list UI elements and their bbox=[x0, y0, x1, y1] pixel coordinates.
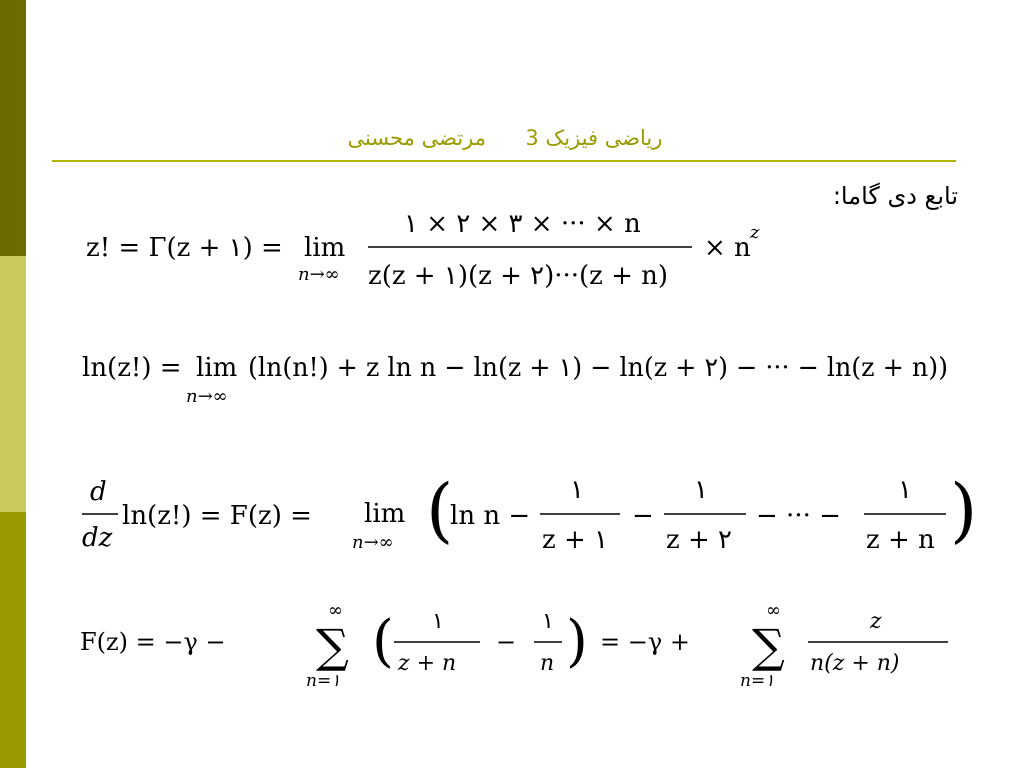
eq4-sum2-bottom: n=۱ bbox=[740, 671, 775, 691]
eq4-equals: = −γ + bbox=[600, 628, 690, 656]
eq3-minus: − bbox=[632, 501, 654, 531]
equation-3 bbox=[80, 470, 980, 570]
eq1-lim-sub: n→∞ bbox=[298, 264, 340, 285]
header-divider bbox=[52, 160, 956, 162]
eq2-lim: lim bbox=[196, 353, 238, 383]
eq3-den2: z + ۲ bbox=[666, 525, 732, 555]
eq1-numerator: ۱ × ۲ × ۳ × ··· × n bbox=[404, 209, 641, 239]
eq3-dots: − ··· − bbox=[756, 501, 841, 531]
eq2-lim-sub: n→∞ bbox=[186, 386, 228, 407]
sidebar-segment-bottom bbox=[0, 512, 26, 768]
sidebar-segment-middle bbox=[0, 256, 26, 512]
eq1-lhs: z! = Γ(z + ۱) = bbox=[86, 233, 283, 263]
eq3-num3: ۱ bbox=[898, 475, 912, 505]
eq4-den-c: n(z + n) bbox=[810, 651, 900, 676]
eq3-den3: z + n bbox=[866, 525, 935, 555]
eq3-lim-sub: n→∞ bbox=[352, 532, 394, 553]
eq4-sum-bottom: n=۱ bbox=[306, 671, 341, 691]
slide-header bbox=[54, 120, 956, 156]
eq4-sum2-top: ∞ bbox=[766, 600, 781, 621]
eq4-den-a: z + n bbox=[398, 651, 457, 676]
eq1-tail: × n bbox=[704, 233, 751, 263]
eq1-tail-sup: z bbox=[750, 222, 760, 243]
eq4-num-c: z bbox=[870, 609, 882, 634]
eq3-middle: ln(z!) = F(z) = bbox=[122, 501, 312, 531]
sidebar-bar bbox=[0, 0, 26, 768]
equation-1 bbox=[86, 200, 786, 300]
eq1-denominator: z(z + ۱)(z + ۲)···(z + n) bbox=[368, 261, 669, 291]
eq4-den-b: n bbox=[540, 651, 555, 676]
section-title: تابع دی گاما: bbox=[832, 182, 958, 210]
eq3-paren-left: ( bbox=[426, 470, 454, 551]
header-course-title: ریاضی فیزیک 3 bbox=[525, 126, 663, 150]
eq3-lim: lim bbox=[364, 499, 406, 529]
eq3-num2: ۱ bbox=[694, 475, 708, 505]
eq2-lhs: ln(z!) = bbox=[82, 353, 182, 383]
eq2-rhs: (ln(n!) + z ln n − ln(z + ۱) − ln(z + ۲) − ··· − ln(z + n)) bbox=[248, 353, 948, 383]
equation-4 bbox=[80, 598, 960, 694]
header-author: مرتضی محسنی bbox=[347, 126, 486, 150]
eq4-num-b: ۱ bbox=[542, 609, 554, 634]
eq3-d: d bbox=[90, 477, 107, 507]
eq4-lhs: F(z) = −γ − bbox=[80, 628, 226, 656]
eq4-paren-right: ) bbox=[566, 609, 588, 674]
equation-2 bbox=[82, 342, 962, 414]
eq1-lim: lim bbox=[304, 233, 346, 263]
eq4-sum2: ∑ bbox=[752, 619, 785, 673]
eq3-den1: z + ۱ bbox=[542, 525, 608, 555]
eq4-num-a: ۱ bbox=[432, 609, 444, 634]
sidebar-segment-top bbox=[0, 0, 26, 256]
eq4-paren-left: ( bbox=[372, 609, 394, 674]
eq4-sum-top: ∞ bbox=[328, 600, 343, 621]
eq3-ln-n: ln n − bbox=[450, 501, 531, 531]
eq3-dz: dz bbox=[82, 523, 113, 553]
eq4-minus: − bbox=[496, 628, 517, 656]
eq3-num1: ۱ bbox=[570, 475, 584, 505]
eq4-sum: ∑ bbox=[316, 619, 349, 673]
eq3-paren-right: ) bbox=[950, 470, 978, 551]
